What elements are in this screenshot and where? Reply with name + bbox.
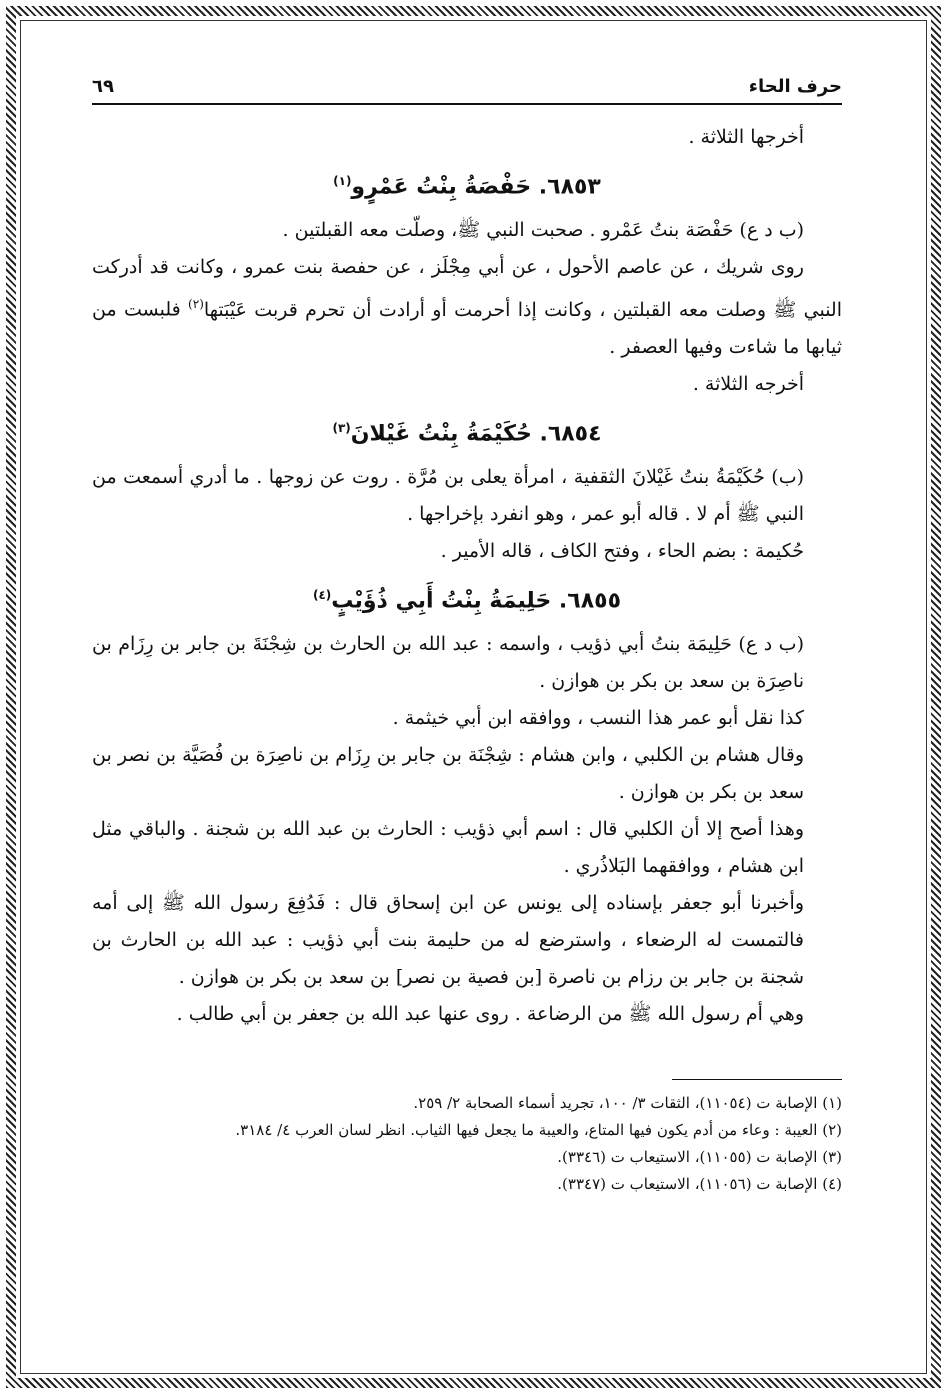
main-text	[92, 119, 842, 1033]
paragraph: وهي أم رسول الله ﷺ من الرضاعة . روى عنها عبد الله بن جعفر بن أبي طالب .	[176, 1003, 804, 1026]
paragraph: كذا نقل أبو عمر هذا النسب ، ووافقه ابن أبي خيثمة .	[392, 707, 804, 730]
entry-title-6855: ٦٨٥٥. حَلِيمَةُ بِنْتُ أَبِي ذُؤَيْبٍ$^{(٤)}$	[312, 587, 622, 614]
paragraph: وأخبرنا أبو جعفر بإسناده إلى يونس عن ابن إسحاق قال : فَدُفِعَ رسول الله ﷺ إلى أمه فالتمست له الرضعاء ، واسترضع له من حليمة بنت أبي ذؤيب : عبد الله بن الحارث بن شجنة بن جابر بن رزام بن ناصرة [بن فصية بن نصر] بن سعد بن بكر بن هوازن .	[92, 892, 804, 989]
paragraph: روى شريك ، عن عاصم الأحول ، عن أبي مِجْلَز ، عن حفصة بنت عمرو ، وكانت قد أدركت النبي ﷺ وصلت معه القبلتين ، وكانت إذا أحرمت أو أرادت أن تحرم قربت عَيْبَتها$^{(٢)}$ فلبست من ثيابها ما شاءت وفيها العصفر .	[92, 256, 843, 358]
paragraph: أخرجها الثلاثة .	[688, 126, 804, 148]
entry-title-6854: ٦٨٥٤. حُكَيْمَةُ بِنْتُ غَيْلانَ$^{(٣)}$	[332, 420, 602, 446]
footnote-2: (٢) العيبة : وعاء من أدم يكون فيها المتاع، والعيبة ما يجعل فيها الثياب. انظر لسان العرب ٤/ ٣١٨٤.	[235, 1121, 842, 1140]
footnote-ref: (٤)	[312, 587, 332, 602]
footnote-1: (١) الإصابة ت (١١٠٥٤)، الثقات ٣/ ١٠٠، تجريد أسماء الصحابة ٢/ ٢٥٩.	[413, 1094, 842, 1113]
paragraph: (ب) حُكَيْمَةُ بنتُ غَيْلانَ الثقفية ، امرأة يعلى بن مُرَّة . روت عن زوجها . ما أدري أسمعت من النبي ﷺ أم لا . قاله أبو عمر ، وهو انفرد بإخراجها .	[92, 465, 804, 525]
footnotes	[92, 1090, 842, 1198]
paragraph: حُكيمة : بضم الحاء ، وفتح الكاف ، قاله الأمير .	[440, 539, 804, 562]
footnote-ref: (٢)	[188, 297, 204, 312]
paragraph: وقال هشام بن الكلبي ، وابن هشام : شِجْنَة بن جابر بن رِزَام بن ناصِرَة بن فُصَيَّة بن نصر بن سعد بن بكر بن هوازن .	[92, 744, 804, 804]
running-head	[92, 76, 842, 105]
footnote-ref: (٣)	[332, 420, 351, 435]
book-page	[92, 76, 842, 1198]
paragraph: (ب د ع) حَفْصَة بنتُ عَمْرو . صحبت النبي ﷺ، وصلّت معه القبلتين .	[282, 219, 804, 242]
footnote-ref: (١)	[333, 174, 352, 188]
paragraph: أخرجه الثلاثة .	[692, 372, 804, 395]
section-title: حرف الحاء	[748, 76, 842, 97]
entry-title-6853: ٦٨٥٣. حَفْصَةُ بِنْتُ عَمْرٍو$^{(١)}$	[333, 174, 601, 200]
paragraph: (ب د ع) حَلِيمَة بنتُ أبي ذؤيب ، واسمه : عبد الله بن الحارث بن شِجْنَةَ بن جابر بن رِزَام بن ناصِرَة بن سعد بن بكر بن هوازن .	[92, 633, 804, 693]
footnote-separator	[672, 1079, 842, 1080]
footnote-3: (٣) الإصابة ت (١١٠٥٥)، الاستيعاب ت (٣٣٤٦).	[557, 1148, 842, 1167]
footnote-4: (٤) الإصابة ت (١١٠٥٦)، الاستيعاب ت (٣٣٤٧).	[557, 1175, 842, 1194]
page-number: ٦٩	[92, 76, 114, 97]
paragraph: وهذا أصح إلا أن الكلبي قال : اسم أبي ذؤيب : الحارث بن عبد الله بن شجنة . والباقي مثل ابن هشام ، ووافقهما البَلاذُري .	[92, 818, 804, 878]
